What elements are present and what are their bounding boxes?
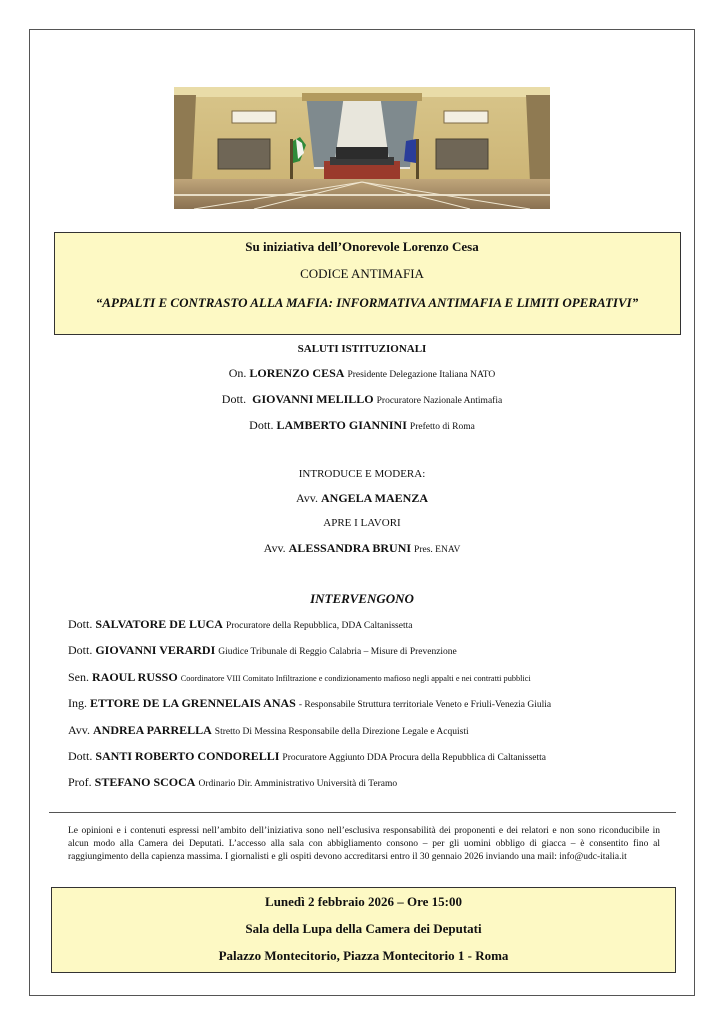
person-name: LORENZO CESA xyxy=(249,366,345,380)
intervengono-heading: INTERVENGONO xyxy=(310,591,414,606)
speaker-row xyxy=(68,670,531,685)
person-role: Coordinatore VIII Comitato Infiltrazione e condizionamento mafioso negli appalti e nei contratti pubblici xyxy=(180,674,531,683)
event-details-box xyxy=(51,887,676,973)
person-name: GIOVANNI VERARDI xyxy=(95,643,216,657)
person-name: LAMBERTO GIANNINI xyxy=(276,418,407,432)
speaker-row xyxy=(68,723,469,738)
person-name: ALESSANDRA BRUNI xyxy=(288,541,412,555)
event-date-time: Lunedì 2 febbraio 2026 – Ore 15:00 xyxy=(265,894,462,909)
saluti-person xyxy=(0,418,724,433)
person-title: Avv. xyxy=(295,491,318,505)
opener xyxy=(0,541,724,556)
person-role: Giudice Tribunale di Reggio Calabria – Misure di Prevenzione xyxy=(218,647,457,657)
event-category: CODICE ANTIMAFIA xyxy=(300,266,424,281)
person-title: On. xyxy=(228,366,247,380)
speaker-row xyxy=(68,775,397,790)
person-role: Prefetto di Roma xyxy=(409,422,475,432)
person-role: Procuratore Aggiunto DDA Procura della Repubblica di Caltanissetta xyxy=(282,753,546,763)
person-title: Prof. xyxy=(68,775,92,789)
person-title: Sen. xyxy=(68,670,89,684)
speaker-row xyxy=(68,643,457,658)
person-role: Procuratore Nazionale Antimafia xyxy=(376,396,503,406)
person-title: Avv. xyxy=(68,723,90,737)
person-role: Ordinario Dir. Amministrativo Università di Teramo xyxy=(198,779,398,789)
person-name: SALVATORE DE LUCA xyxy=(95,617,223,631)
person-name: SANTI ROBERTO CONDORELLI xyxy=(95,749,280,763)
person-title: Avv. xyxy=(263,541,286,555)
person-title: Dott. xyxy=(68,617,93,631)
person-name: ANGELA MAENZA xyxy=(320,491,428,505)
chamber-hall-image xyxy=(174,87,550,209)
saluti-heading: SALUTI ISTITUZIONALI xyxy=(297,343,427,355)
separator-line xyxy=(49,812,676,813)
person-name: ETTORE DE LA GRENNELAIS ANAS xyxy=(90,696,296,710)
saluti-person xyxy=(0,366,724,381)
person-name: GIOVANNI MELILLO xyxy=(252,392,374,406)
person-title: Dott. xyxy=(68,749,93,763)
person-role: Presidente Delegazione Italiana NATO xyxy=(347,370,496,380)
person-role: Procuratore della Repubblica, DDA Caltanissetta xyxy=(225,621,413,631)
disclaimer-text: Le opinioni e i contenuti espressi nell’ambito dell’iniziativa sono nell’esclusiva responsabilità dei proponenti e dei relatori e non sono riconducibile in alcun modo alla Camera dei Deputati. L’accesso alla sala con abbigliamento consono – per gli uomini obbligo di giacca – è consentito fino al raggiungimento della capienza massima. I giornalisti e gli ospiti devono accreditarsi entro il 30 gennaio 2026 inviando una mail: info@udc-italia.it xyxy=(68,826,660,862)
event-room: Sala della Lupa della Camera dei Deputati xyxy=(245,921,482,936)
person-role: Pres. ENAV xyxy=(414,545,461,555)
person-title: Ing. xyxy=(68,696,87,710)
moderator xyxy=(0,491,724,506)
person-title: Dott. xyxy=(221,392,247,406)
event-title: “APPALTI E CONTRASTO ALLA MAFIA: INFORMATIVA ANTIMAFIA E LIMITI OPERATIVI” xyxy=(95,295,639,310)
speaker-row xyxy=(68,617,412,632)
apre-heading: APRE I LAVORI xyxy=(323,517,401,529)
person-name: STEFANO SCOCA xyxy=(94,775,196,789)
person-role: Stretto Di Messina Responsabile della Direzione Legale e Acquisti xyxy=(214,727,469,737)
initiative-line: Su iniziativa dell’Onorevole Lorenzo Cesa xyxy=(245,239,479,254)
person-name: ANDREA PARRELLA xyxy=(93,723,212,737)
modera-heading: INTRODUCE E MODERA: xyxy=(298,468,426,480)
person-role: - Responsabile Struttura territoriale Veneto e Friuli-Venezia Giulia xyxy=(298,700,552,710)
event-address: Palazzo Montecitorio, Piazza Montecitorio 1 - Roma xyxy=(218,948,509,963)
speaker-row xyxy=(68,749,546,764)
speaker-row xyxy=(68,696,551,711)
saluti-person xyxy=(0,392,724,407)
person-name: RAOUL RUSSO xyxy=(92,670,178,684)
person-title: Dott. xyxy=(68,643,93,657)
person-title: Dott. xyxy=(249,418,274,432)
